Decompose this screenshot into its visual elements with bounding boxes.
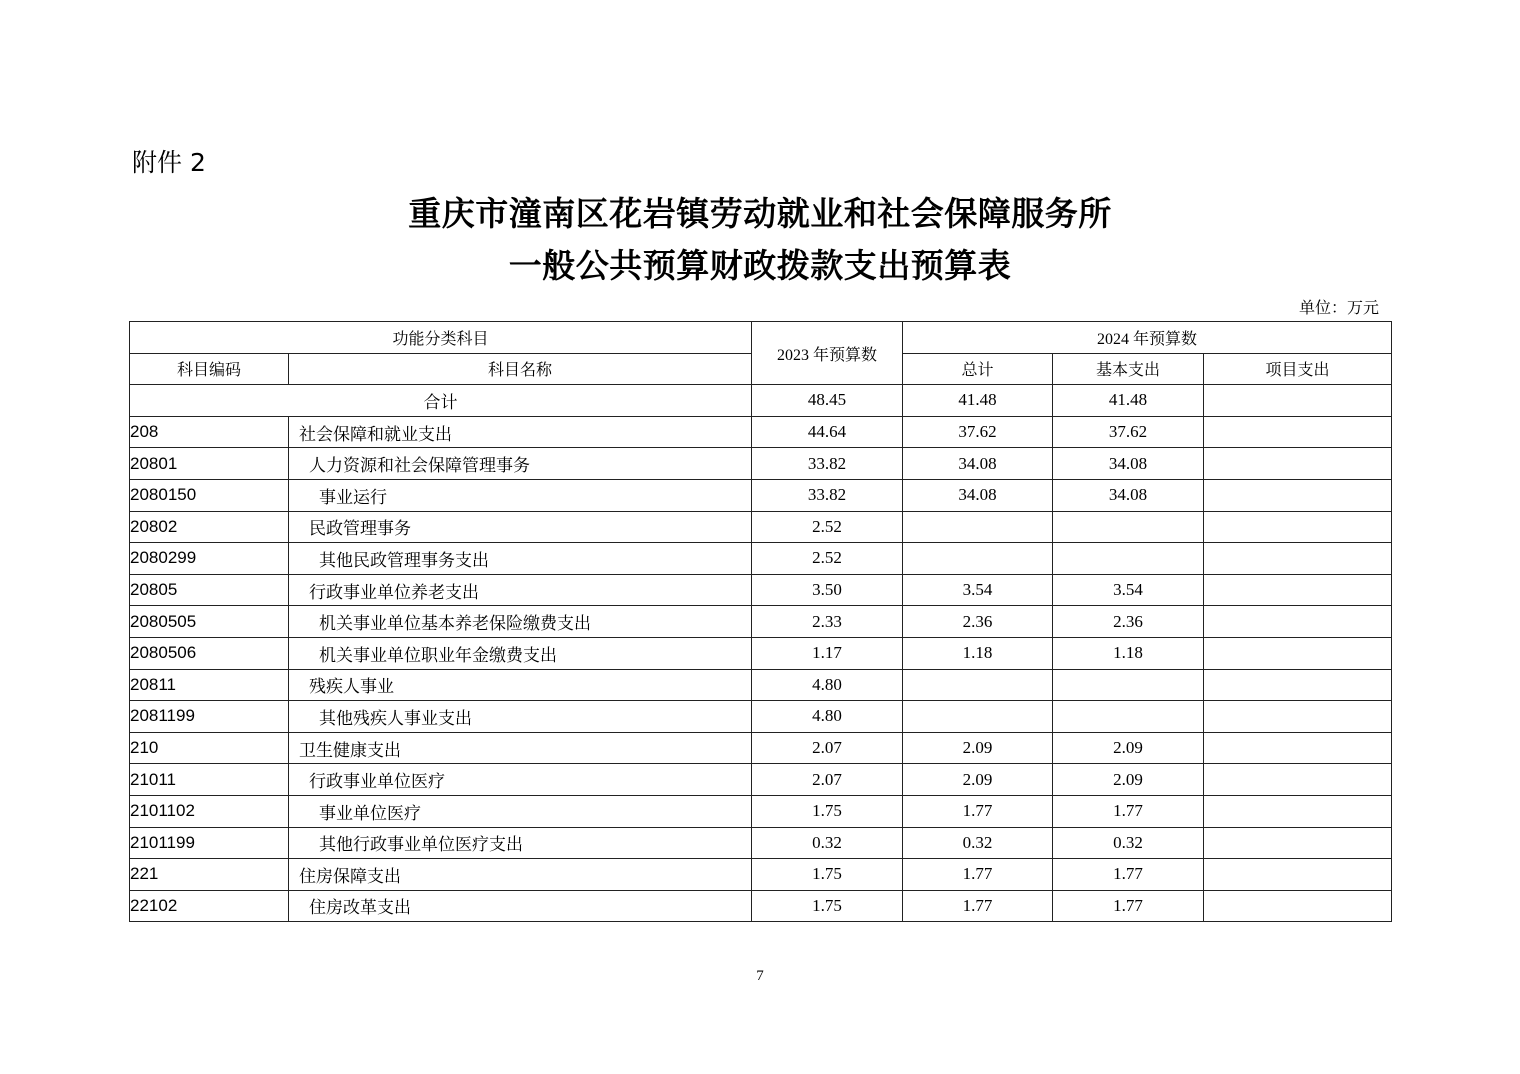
row-2024-total <box>903 511 1053 543</box>
row-2024-basic: 1.18 <box>1053 637 1204 669</box>
row-name: 卫生健康支出 <box>289 732 752 764</box>
row-2024-project <box>1204 479 1392 511</box>
row-name: 其他残疾人事业支出 <box>289 701 752 733</box>
row-name: 住房改革支出 <box>289 890 752 922</box>
page-title-line2: 一般公共预算财政拨款支出预算表 <box>508 246 1012 285</box>
row-code: 2081199 <box>130 701 289 733</box>
row-code: 210 <box>130 732 289 764</box>
row-2023-budget: 4.80 <box>752 669 903 701</box>
row-2024-total <box>903 543 1053 575</box>
header-code: 科目编码 <box>130 353 289 385</box>
header-name: 科目名称 <box>289 353 752 385</box>
row-2024-total: 1.77 <box>903 795 1053 827</box>
row-2024-total: 0.32 <box>903 827 1053 859</box>
row-2024-project <box>1204 764 1392 796</box>
row-2023-budget: 2.33 <box>752 606 903 638</box>
row-2024-basic: 3.54 <box>1053 574 1204 606</box>
row-2024-total <box>903 669 1053 701</box>
row-code: 221 <box>130 859 289 891</box>
table-row <box>130 827 1392 859</box>
table-row <box>130 637 1392 669</box>
row-2023-budget: 1.75 <box>752 859 903 891</box>
row-2024-basic: 1.77 <box>1053 890 1204 922</box>
row-code: 20802 <box>130 511 289 543</box>
row-2023-budget: 1.75 <box>752 795 903 827</box>
header-basic: 基本支出 <box>1053 353 1204 385</box>
row-2024-basic <box>1053 669 1204 701</box>
row-2024-total: 1.18 <box>903 637 1053 669</box>
row-2023-budget: 33.82 <box>752 448 903 480</box>
row-2024-basic: 1.77 <box>1053 795 1204 827</box>
table-row <box>130 795 1392 827</box>
row-2023-budget: 44.64 <box>752 416 903 448</box>
row-name: 其他民政管理事务支出 <box>289 543 752 575</box>
total-2024-basic: 41.48 <box>1053 385 1204 417</box>
row-2024-project <box>1204 701 1392 733</box>
attachment-label: 附件 2 <box>132 148 206 177</box>
row-2024-basic <box>1053 543 1204 575</box>
row-2023-budget: 1.75 <box>752 890 903 922</box>
row-code: 2080150 <box>130 479 289 511</box>
row-code: 21011 <box>130 764 289 796</box>
header-function-category: 功能分类科目 <box>130 322 752 354</box>
row-code: 2080299 <box>130 543 289 575</box>
row-2024-project <box>1204 890 1392 922</box>
row-2024-total: 3.54 <box>903 574 1053 606</box>
row-2024-project <box>1204 637 1392 669</box>
table-row <box>130 890 1392 922</box>
row-2024-project <box>1204 827 1392 859</box>
row-2024-basic <box>1053 701 1204 733</box>
header-2024-budget: 2024 年预算数 <box>903 322 1392 354</box>
row-name: 人力资源和社会保障管理事务 <box>289 448 752 480</box>
total-2024-project <box>1204 385 1392 417</box>
row-name: 事业单位医疗 <box>289 795 752 827</box>
page-title-line1: 重庆市潼南区花岩镇劳动就业和社会保障服务所 <box>408 194 1112 233</box>
row-2024-total: 37.62 <box>903 416 1053 448</box>
row-code: 2080505 <box>130 606 289 638</box>
table-row <box>130 416 1392 448</box>
row-name: 行政事业单位医疗 <box>289 764 752 796</box>
row-2024-basic: 2.36 <box>1053 606 1204 638</box>
table-row <box>130 701 1392 733</box>
row-2024-project <box>1204 732 1392 764</box>
row-2023-budget: 2.52 <box>752 543 903 575</box>
row-code: 20805 <box>130 574 289 606</box>
row-code: 20801 <box>130 448 289 480</box>
row-2024-project <box>1204 669 1392 701</box>
table-row <box>130 669 1392 701</box>
row-name: 残疾人事业 <box>289 669 752 701</box>
row-code: 22102 <box>130 890 289 922</box>
row-name: 社会保障和就业支出 <box>289 416 752 448</box>
row-name: 其他行政事业单位医疗支出 <box>289 827 752 859</box>
row-2024-basic: 34.08 <box>1053 479 1204 511</box>
row-2024-project <box>1204 606 1392 638</box>
table-row <box>130 511 1392 543</box>
table-row <box>130 764 1392 796</box>
row-2024-basic: 2.09 <box>1053 732 1204 764</box>
total-2024-total: 41.48 <box>903 385 1053 417</box>
row-2024-project <box>1204 511 1392 543</box>
row-2023-budget: 4.80 <box>752 701 903 733</box>
row-2023-budget: 2.52 <box>752 511 903 543</box>
row-2024-total: 34.08 <box>903 479 1053 511</box>
row-code: 2101102 <box>130 795 289 827</box>
row-2024-total: 2.09 <box>903 764 1053 796</box>
total-label: 合计 <box>130 385 752 417</box>
row-2023-budget: 0.32 <box>752 827 903 859</box>
header-total: 总计 <box>903 353 1053 385</box>
row-2024-project <box>1204 795 1392 827</box>
header-project: 项目支出 <box>1204 353 1392 385</box>
row-2023-budget: 2.07 <box>752 732 903 764</box>
row-2024-basic: 1.77 <box>1053 859 1204 891</box>
total-2023: 48.45 <box>752 385 903 417</box>
row-name: 机关事业单位职业年金缴费支出 <box>289 637 752 669</box>
row-2024-basic: 0.32 <box>1053 827 1204 859</box>
row-name: 民政管理事务 <box>289 511 752 543</box>
row-name: 住房保障支出 <box>289 859 752 891</box>
row-2024-total <box>903 701 1053 733</box>
row-2024-project <box>1204 543 1392 575</box>
budget-table <box>129 321 1392 922</box>
table-row <box>130 859 1392 891</box>
row-code: 2101199 <box>130 827 289 859</box>
row-2024-basic: 34.08 <box>1053 448 1204 480</box>
header-2023-budget: 2023 年预算数 <box>752 322 903 385</box>
page-number: 7 <box>756 968 764 984</box>
table-row <box>130 479 1392 511</box>
header-row-1 <box>130 322 1392 354</box>
row-2024-basic <box>1053 511 1204 543</box>
row-2024-project <box>1204 859 1392 891</box>
row-2024-project <box>1204 416 1392 448</box>
row-2024-basic: 2.09 <box>1053 764 1204 796</box>
row-2024-total: 1.77 <box>903 859 1053 891</box>
table-row <box>130 606 1392 638</box>
row-2023-budget: 33.82 <box>752 479 903 511</box>
unit-label: 单位：万元 <box>1298 298 1379 317</box>
row-2024-total: 2.09 <box>903 732 1053 764</box>
table-row <box>130 732 1392 764</box>
table-row <box>130 543 1392 575</box>
total-row <box>130 385 1392 417</box>
table-row <box>130 574 1392 606</box>
row-code: 20811 <box>130 669 289 701</box>
row-name: 机关事业单位基本养老保险缴费支出 <box>289 606 752 638</box>
row-2024-total: 2.36 <box>903 606 1053 638</box>
row-2023-budget: 1.17 <box>752 637 903 669</box>
table-row <box>130 448 1392 480</box>
row-2024-project <box>1204 448 1392 480</box>
row-code: 208 <box>130 416 289 448</box>
row-name: 行政事业单位养老支出 <box>289 574 752 606</box>
row-2024-project <box>1204 574 1392 606</box>
row-2024-basic: 37.62 <box>1053 416 1204 448</box>
row-code: 2080506 <box>130 637 289 669</box>
row-2024-total: 34.08 <box>903 448 1053 480</box>
row-name: 事业运行 <box>289 479 752 511</box>
row-2023-budget: 3.50 <box>752 574 903 606</box>
row-2024-total: 1.77 <box>903 890 1053 922</box>
row-2023-budget: 2.07 <box>752 764 903 796</box>
